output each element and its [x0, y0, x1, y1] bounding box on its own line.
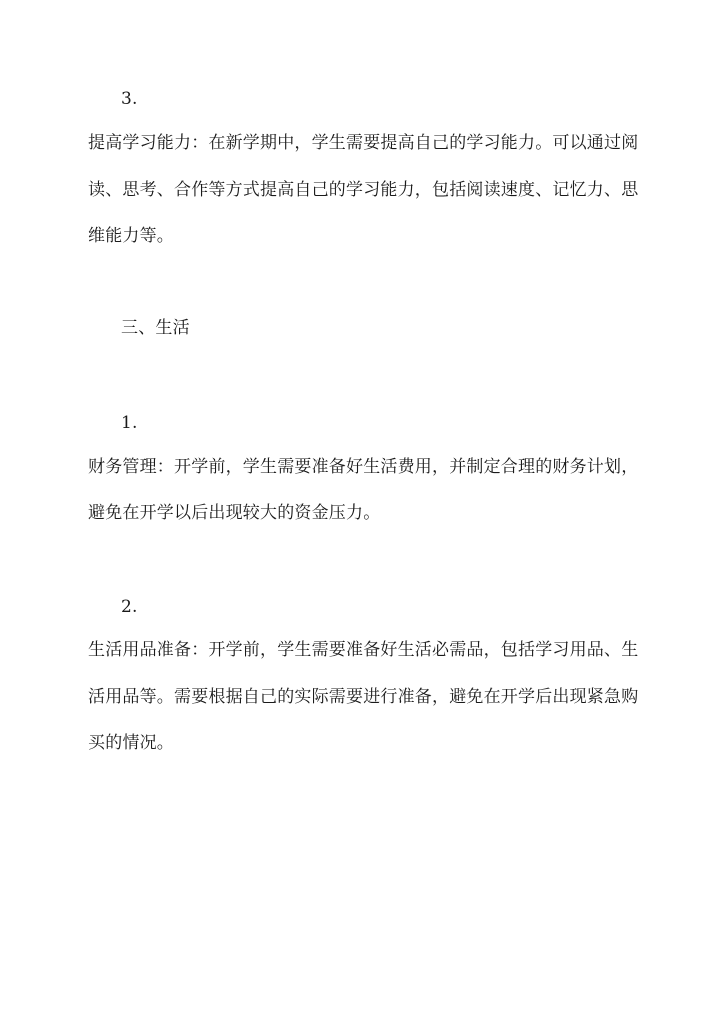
paragraph-line: 提高学习能力：在新学期中，学生需要提高自己的学习能力。可以通过阅	[88, 133, 639, 153]
section-heading: 三、生活	[121, 318, 190, 338]
item-number-3: 3.	[121, 89, 138, 109]
paragraph-line: 买的情况。	[88, 733, 174, 753]
paragraph-line: 维能力等。	[88, 226, 174, 246]
paragraph-line: 活用品等。需要根据自己的实际需要进行准备，避免在开学后出现紧急购	[88, 687, 639, 707]
paragraph-line: 生活用品准备：开学前，学生需要准备好生活必需品，包括学习用品、生	[88, 640, 639, 660]
paragraph-line: 读、思考、合作等方式提高自己的学习能力，包括阅读速度、记忆力、思	[88, 180, 639, 200]
paragraph-line: 财务管理：开学前，学生需要准备好生活费用，并制定合理的财务计划，	[88, 457, 639, 477]
item-number-2: 2.	[121, 597, 138, 617]
item-number-1: 1.	[121, 413, 138, 433]
paragraph-line: 避免在开学以后出现较大的资金压力。	[88, 503, 381, 523]
